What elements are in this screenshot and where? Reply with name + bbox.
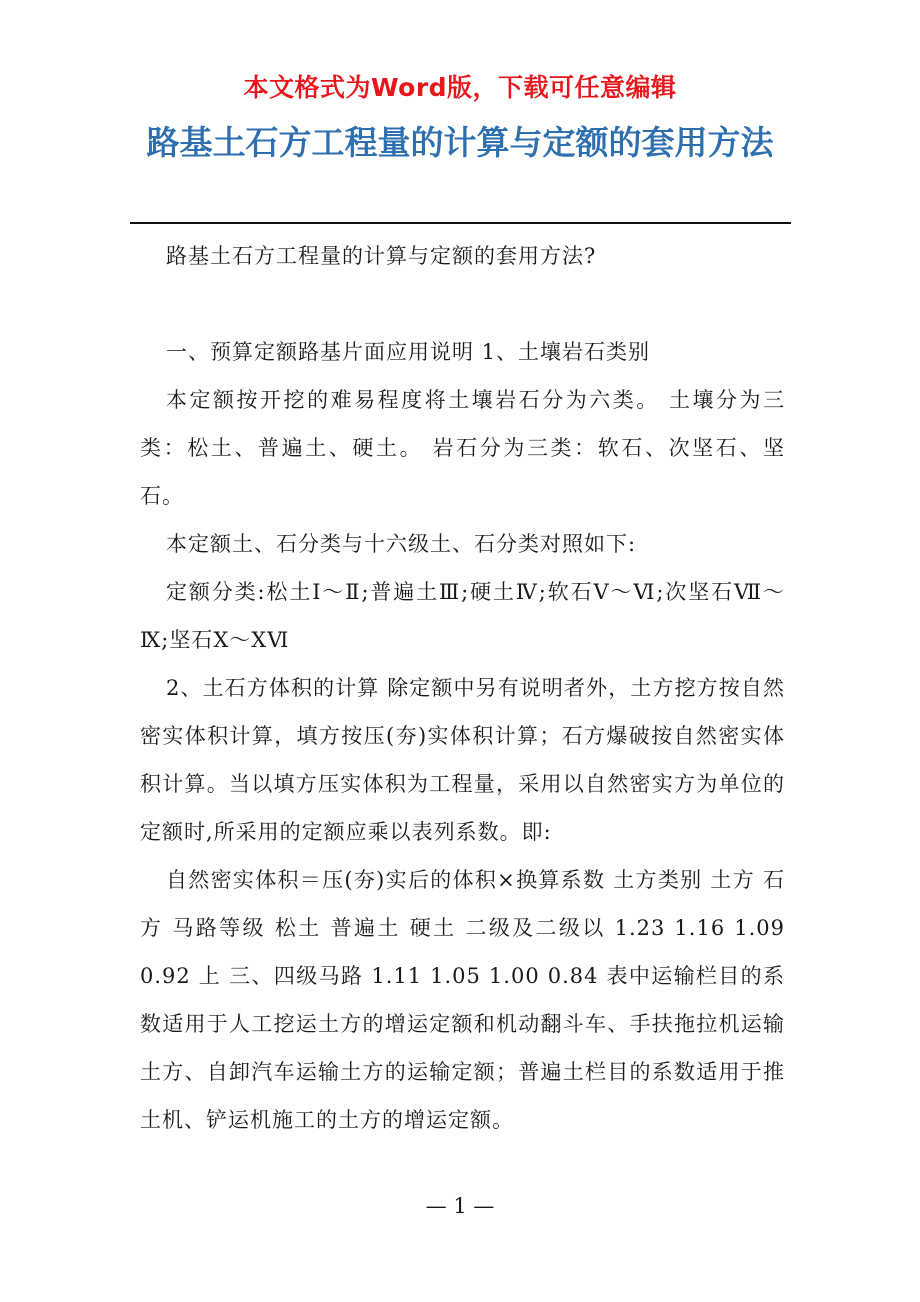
document-body: [140, 232, 785, 1144]
title-divider: [130, 222, 791, 224]
format-banner: 本文格式为Word版，下载可任意编辑: [243, 73, 677, 102]
paragraph: 本定额按开挖的难易程度将土壤岩石分为六类。 土壤分为三类：松土、普遍土、硬土。 岩石分为三类：软石、次坚石、坚石。: [140, 388, 785, 508]
page-number: — 1 —: [425, 1194, 495, 1218]
paragraph: 一、预算定额路基片面应用说明 1、土壤岩石类别: [166, 340, 651, 364]
paragraph: 自然密实体积＝压(夯)实后的体积×换算系数 土方类别 土方 石方 马路等级 松土 普遍土 硬土 二级及二级以 1.23 1.16 1.09 0.92 上 三、四级马路 1.11 1.05 1.00 0.84 表中运输栏目的系数适用于人工挖运土方的增运定额和机动翻斗车、手扶拖拉机运输土方、自卸汽车运输土方的运输定额；普遍土栏目的系数适用于推土机、铲运机施工的土方的增运定额。: [140, 868, 785, 1132]
paragraph: 2、土石方体积的计算 除定额中另有说明者外，土方挖方按自然密实体积计算，填方按压(夯)实体积计算；石方爆破按自然密实体积计算。当以填方压实体积为工程量，采用以自然密实方为单位的定额时,所采用的定额应乘以表列系数。即:: [140, 676, 785, 844]
paragraph: 路基土石方工程量的计算与定额的套用方法?: [166, 244, 597, 268]
paragraph: 定额分类:松土Ⅰ～Ⅱ;普遍土Ⅲ;硬土Ⅳ;软石Ⅴ～Ⅵ;次坚石Ⅶ～Ⅸ;坚石Ⅹ～ⅩⅥ: [140, 580, 785, 652]
document-title: 路基土石方工程量的计算与定额的套用方法: [146, 123, 774, 162]
paragraph: 本定额土、石分类与十六级土、石分类对照如下:: [166, 532, 637, 556]
